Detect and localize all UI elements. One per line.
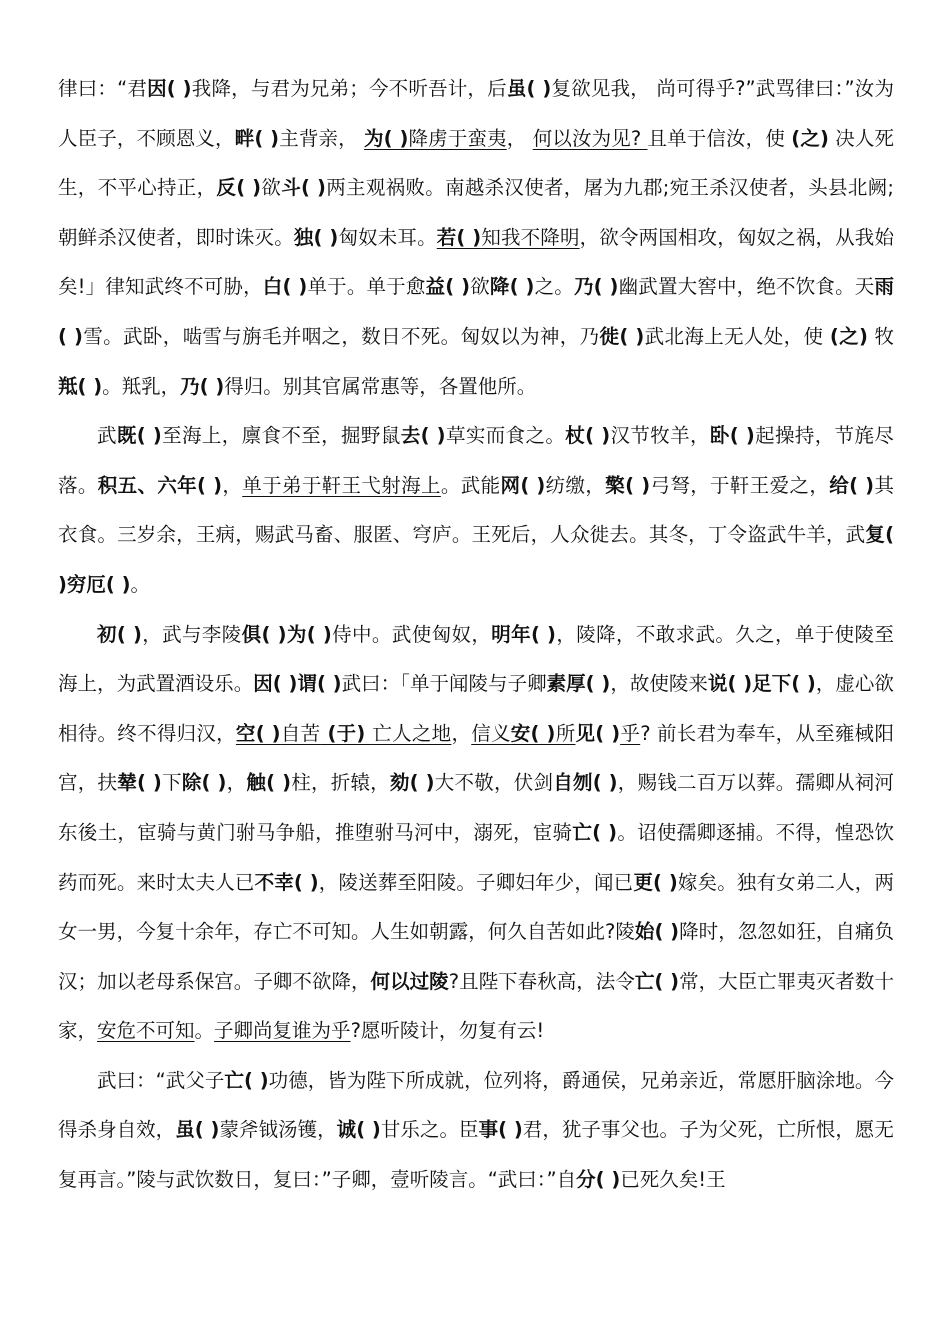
underlined-phrase: 何以汝为见? xyxy=(532,126,648,150)
text-run: 雪。武卧，啮雪与旃毛并咽之，数日不死。匈奴以为神，乃 xyxy=(82,324,600,348)
text-run: 柱，折辕， xyxy=(290,771,390,795)
text-run: 我降，与君为兄弟；今不听吾计，后 xyxy=(191,77,507,100)
blank-keyword: 给( ) xyxy=(829,473,875,497)
underlined-phrase: 自苦 xyxy=(280,721,321,745)
text-run: 起操持，节旄尽落。 xyxy=(58,424,894,497)
text-run: 。武能 xyxy=(440,473,501,497)
text-run: 君，犹子事父也。子为父死，亡所恨，愿无复再言。”陵与武饮数日，复曰：”子卿，壹听陵言。“武曰：”自 xyxy=(58,1118,894,1192)
blank-keyword: 说( ) xyxy=(707,672,753,696)
text-run: 主背亲， xyxy=(279,126,365,150)
blank-keyword: (之) xyxy=(791,126,829,150)
text-run: 嫁矣。独有女弟二人，两女一男，今复十余年，存亡不可知。人生如朝露，何久自苦如此?陵 xyxy=(58,870,894,944)
blank-keyword: 为( ) xyxy=(286,622,332,646)
text-run: 甘乐之。臣 xyxy=(380,1118,479,1142)
blank-keyword: 除( ) xyxy=(181,771,227,795)
blank-keyword: 白( ) xyxy=(262,275,308,299)
blank-keyword: 乃( ) xyxy=(180,374,225,398)
blank-keyword: 徙( ) xyxy=(599,324,645,348)
blank-keyword: 因( ) xyxy=(253,672,298,696)
paragraph xyxy=(58,610,894,1056)
text-run: 下 xyxy=(161,771,182,795)
blank-keyword: 诚( ) xyxy=(336,1118,381,1142)
blank-keyword: 分( ) xyxy=(576,1168,621,1192)
blank-keyword: 积五、六年( ) xyxy=(97,473,223,497)
blank-keyword: 何以过陵 xyxy=(370,969,449,993)
blank-keyword: 雨( ) xyxy=(58,275,894,348)
paragraph xyxy=(58,1056,894,1205)
underlined-phrase: 知我不降明 xyxy=(481,225,580,249)
text-run: 之。 xyxy=(534,275,574,299)
underlined-phrase: 乎 xyxy=(620,721,641,745)
text-run: 律曰：“君 xyxy=(58,77,148,100)
blank-keyword: 檠( ) xyxy=(605,473,651,497)
text-run: 幽武置大窖中，绝不饮食。天 xyxy=(618,275,875,299)
blank-keyword: 为( ) xyxy=(364,126,409,150)
text-run: 。 xyxy=(194,1019,215,1043)
text-run: ，赐钱二百万以葬。孺卿从祠河东後土，宦骑与黄门驸马争船，推堕驸马河中，溺死，宦骑 xyxy=(58,771,894,844)
blank-keyword: 益( ) xyxy=(425,275,471,299)
text-run: 已死久矣!王 xyxy=(620,1168,726,1192)
blank-keyword: 乃( ) xyxy=(573,275,619,299)
text-run: 复欲见我， 尚可得乎?”武骂律曰：”汝为人臣子，不顾恩义， xyxy=(58,77,894,150)
text-run: ，武与李陵 xyxy=(141,622,242,646)
blank-keyword: 亡( ) xyxy=(634,969,680,993)
text-run: ， xyxy=(222,473,243,497)
blank-keyword: (于) xyxy=(320,721,373,745)
blank-keyword: 劾( ) xyxy=(389,771,435,795)
text-run: 武曰：“武父子 xyxy=(97,1068,225,1092)
blank-keyword: 虽( ) xyxy=(506,77,552,100)
blank-keyword: 不幸( ) xyxy=(254,870,319,894)
text-run: 欲 xyxy=(470,275,490,299)
blank-keyword: 因( ) xyxy=(147,77,192,100)
blank-keyword: 初( ) xyxy=(97,622,142,646)
blank-keyword: 网( ) xyxy=(500,473,546,497)
text-run: 大不敬，伏剑 xyxy=(434,771,554,795)
blank-keyword: 明年( ) xyxy=(491,622,556,646)
blank-keyword: 降( ) xyxy=(489,275,535,299)
text-run: 纺缴， xyxy=(545,473,606,497)
blank-keyword: 卧( ) xyxy=(709,424,755,448)
text-run: 匈奴未耳。 xyxy=(338,225,437,249)
text-run: ? 前长君为奉车，从至雍棫阳宫，扶 xyxy=(58,721,894,795)
underlined-phrase: 安危不可知 xyxy=(97,1019,195,1043)
text-run: 汉节牧羊， xyxy=(610,424,710,448)
blank-keyword: 亡( ) xyxy=(572,820,618,844)
blank-keyword: 事( ) xyxy=(478,1118,523,1142)
paragraph xyxy=(58,64,894,411)
text-run: 武曰：「单于闻陵与子卿 xyxy=(341,672,547,696)
blank-keyword: 素厚( ) xyxy=(546,672,611,696)
text-run: ，故使陵来 xyxy=(610,672,708,696)
text-run: ，陵降，不敢求武。久之，单于使陵至海上，为武置酒设乐。 xyxy=(58,622,894,696)
blank-keyword: 羝( ) xyxy=(58,374,103,398)
blank-keyword: 既( ) xyxy=(116,424,162,448)
text-run: ，陵送葬至阳陵。子卿妇年少，闻已 xyxy=(318,870,634,894)
blank-keyword: 独( ) xyxy=(293,225,339,249)
blank-keyword: (之) xyxy=(829,324,868,348)
text-run: ， xyxy=(506,126,533,150)
underlined-phrase: 降虏于蛮夷 xyxy=(408,126,507,150)
underlined-phrase: 亡人之地 xyxy=(372,721,452,745)
underlined-phrase: 单于弟于靬王弋射海上 xyxy=(242,473,441,497)
blank-keyword: 俱( ) xyxy=(241,622,287,646)
text-run: 弓弩，于靬王爱之， xyxy=(650,473,830,497)
text-run: 两主观祸败。南越杀汉使者，屠为九郡;宛王杀汉使者，头县北阙;朝鲜杀汉使者，即时诛灭。 xyxy=(58,176,894,249)
blank-keyword: 若( ) xyxy=(436,225,482,249)
blank-keyword: 斗( ) xyxy=(281,176,326,200)
blank-keyword: 空( ) xyxy=(235,721,281,745)
blank-keyword: 触( ) xyxy=(246,771,291,795)
text-run: 。 xyxy=(130,572,151,596)
blank-keyword: 更( ) xyxy=(633,870,678,894)
text-run: 欲 xyxy=(261,176,282,200)
blank-keyword: 始( ) xyxy=(634,920,680,944)
text-run: 且单于信汝，使 xyxy=(647,126,792,150)
text-run: 。诏使孺卿逐捕。不得，惶恐饮药而死。来时太夫人已 xyxy=(58,820,894,894)
text-run: 决人死生，不平心持正， xyxy=(58,126,894,200)
text-run: ，欲令两国相攻，匈奴之祸，从我始矣!」律知武终不可胁， xyxy=(58,225,894,299)
text-run: 降时，忽忽如狂，自痛负汉；加以老母系保宫。子卿不欲降， xyxy=(58,920,894,993)
blank-keyword: 畔( ) xyxy=(234,126,280,150)
blank-keyword: 去( ) xyxy=(400,424,446,448)
blank-keyword: 复( ) xyxy=(58,523,894,596)
text-run: 武 xyxy=(97,424,117,448)
text-run: ?且陛下春秋高，法令 xyxy=(448,969,635,993)
text-run: ， xyxy=(226,771,247,795)
text-run: 功德，皆为陛下所成就，位列将，爵通侯，兄弟亲近，常愿肝脑涂地。今得杀身自效， xyxy=(58,1068,894,1142)
blank-keyword: 见( ) xyxy=(575,721,621,745)
text-run: 得归。别其官属常惠等，各置他所。 xyxy=(224,374,537,398)
blank-keyword: 足下( ) xyxy=(752,672,816,696)
text-run: 武北海上无人处，使 xyxy=(644,324,830,348)
blank-keyword: 自刎( ) xyxy=(553,771,618,795)
text-run: 牧 xyxy=(867,324,894,348)
text-run: 常，大臣亡罪夷灭者数十家， xyxy=(58,969,894,1043)
paragraph xyxy=(58,411,894,609)
document-page xyxy=(58,64,894,1205)
text-run: 单于。单于愈 xyxy=(307,275,426,299)
blank-keyword: 辇( ) xyxy=(117,771,162,795)
blank-keyword: 穷厄( ) xyxy=(66,572,131,596)
blank-keyword: 杖( ) xyxy=(565,424,611,448)
blank-keyword: 谓( ) xyxy=(297,672,342,696)
text-run: 草实而食之。 xyxy=(445,424,566,448)
blank-keyword: 安( ) xyxy=(510,721,556,745)
blank-keyword: 虽( ) xyxy=(175,1118,220,1142)
text-run: ，虚心欲相待。终不得归汉， xyxy=(58,672,894,745)
underlined-phrase: 所 xyxy=(555,721,576,745)
text-run: 至海上，廪食不至，掘野鼠 xyxy=(161,424,401,448)
blank-keyword: 反( ) xyxy=(216,176,262,200)
blank-keyword: 亡( ) xyxy=(224,1068,269,1092)
underlined-phrase: 子卿尚复谁为乎 xyxy=(214,1019,351,1043)
text-run: ， xyxy=(451,721,472,745)
text-run: 蒙斧钺汤镬， xyxy=(219,1118,337,1142)
text-run: ?愿听陵计，勿复有云! xyxy=(350,1019,545,1043)
text-run: 其衣食。三岁余，王病，赐武马畜、服匿、穹庐。王死后，人众徙去。其冬，丁令盗武牛羊，武 xyxy=(58,473,894,547)
text-run: 。羝乳， xyxy=(102,374,181,398)
text-run: 侍中。武使匈奴， xyxy=(331,622,492,646)
underlined-phrase: 信义 xyxy=(471,721,511,745)
